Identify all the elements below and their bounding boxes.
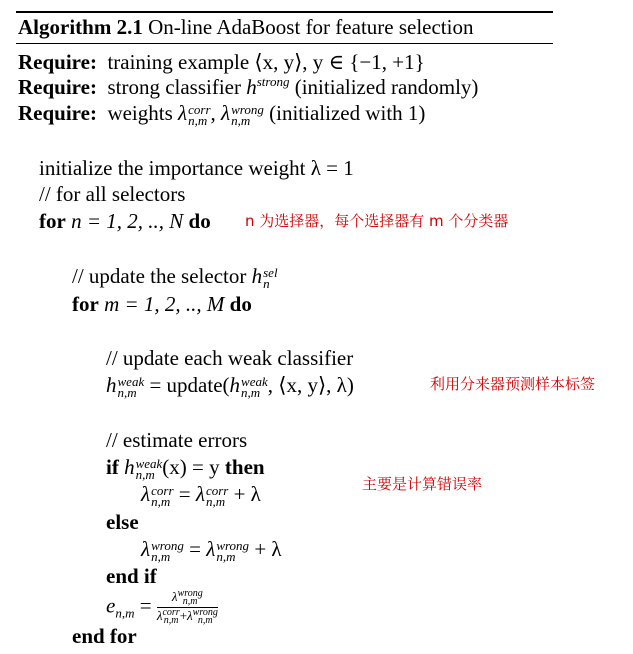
h-symbol: h [124,455,135,479]
require-text: weights [107,101,173,125]
update-expression: = update( [149,373,230,397]
if-keyword: if [106,455,119,479]
lambda-corr: λ [141,482,151,506]
corr-indices: corr n,m [188,102,211,129]
top-rule [16,11,553,13]
do-keyword: do [188,209,211,233]
weak-indices: weak n,m [117,374,145,401]
wrong-indices: wrong n,m [151,538,184,565]
algorithm-name: On-line AdaBoost for feature selection [148,15,474,39]
lambda-corr: λ [178,101,188,125]
comment-text: // update the selector [72,264,247,288]
require-keyword: Require: [18,50,97,74]
for-n-expression: n = 1, 2, .., N [71,209,184,233]
require-text: training example ⟨x, y⟩, y ∈ {−1, +1} [107,50,425,74]
require-rest: (initialized with 1) [269,101,426,125]
require-keyword: Require: [18,101,97,125]
algorithm-title [18,15,473,39]
require-line-2 [18,75,478,99]
title-rule [16,43,553,44]
h-symbol: h [251,264,263,288]
lambda-wrong: λ [221,101,231,125]
comment-update-weak: // update each weak classifier [106,346,354,370]
corr-indices: corr n,m [151,483,174,510]
error-formula-line: $e_{n,m}$ = λ wrong n,m λ corr n,m +λ wrong n,m [106,588,218,627]
h-symbol: h [106,373,117,397]
update-tail: , ⟨x, y⟩, λ) [267,373,354,397]
endif-line: end if [106,564,157,588]
require-line-1 [18,50,425,74]
h-symbol: h [229,373,241,397]
require-rest: (initialized randomly) [294,75,479,99]
require-line-3: Require: weights λ corr n,m , λ wrong n,m (initialized with 1) [18,101,426,129]
comment-estimate: // estimate errors [106,428,248,452]
fraction-denominator: λ corr n,m +λ wrong n,m [156,607,218,627]
require-keyword: Require: [18,75,97,99]
else-line: else [106,510,139,534]
corr-indices: corr n,m [205,483,229,510]
weak-indices: weak n,m [135,456,163,483]
lambda-wrong: λ [141,537,151,561]
sel-indices: sel n [263,265,278,292]
for-m-expression: m = 1, 2, .., M [104,292,225,316]
e-symbol: e [106,593,116,618]
then-keyword: then [224,455,265,479]
strong-superscript: strong [256,74,290,89]
if-line [106,455,265,483]
error-fraction [157,590,218,625]
fraction-numerator: λ wrong n,m [157,590,218,608]
corr-update-line: λ corr n,m = λ corr n,m + λ [141,482,261,510]
lambda-wrong: λ [206,537,216,561]
e-subscript: n,m [115,605,135,621]
update-line [106,373,354,401]
error-note: 主要是计算错误率 [362,475,483,493]
algorithm-label: Algorithm 2.1 [18,15,143,39]
lambda-corr: λ [195,482,205,506]
predict-note: 利用分来器预测样本标签 [430,375,596,393]
weak-indices: weak n,m [241,374,268,401]
endfor-line: end for [72,624,137,648]
wrong-indices: wrong n,m [216,538,250,565]
require-text: strong classifier [107,75,241,99]
for-n-line [39,209,211,233]
plus-lambda: + λ [254,537,282,561]
comment-update-selector [72,264,278,292]
for-keyword: for [39,209,66,233]
do-keyword: do [229,292,252,316]
if-expression: (x) = y [162,455,220,479]
wrong-indices: wrong n,m [231,102,264,129]
comment-selectors: // for all selectors [39,182,186,206]
for-keyword: for [72,292,99,316]
for-m-line [72,292,252,316]
plus-lambda: + λ [233,482,261,506]
h-symbol: h [246,75,257,99]
init-line: initialize the importance weight λ = 1 [39,156,354,180]
wrong-update-line: λ wrong n,m = λ wrong n,m + λ [141,537,282,565]
selector-note: n 为选择器，每个选择器有 m 个分类器 [245,212,509,230]
